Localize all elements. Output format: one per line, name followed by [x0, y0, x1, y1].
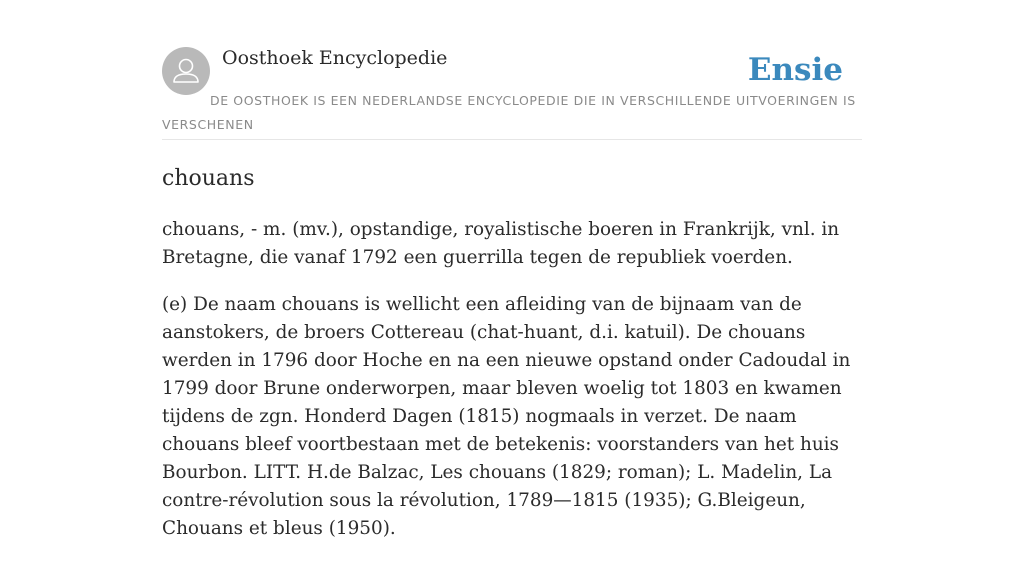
entry-content [162, 216, 862, 562]
brand-logo[interactable]: Ensie [747, 52, 843, 88]
user-avatar-icon[interactable] [162, 47, 210, 95]
source-header [162, 46, 862, 140]
entry-paragraph: chouans, - m. (mv.), opstandige, royalistische boeren in Frankrijk, vnl. in Bretagne, die vanaf 1792 een guerrilla tegen de republiek voerden. [162, 219, 840, 268]
entry-paragraph: (e) De naam chouans is wellicht een afleiding van de bijnaam van de aanstokers, de broers Cottereau (chat-huant, d.i. katuil). De chouans werden in 1796 door Hoche en na een nieuwe opstand onder Cadoudal in 1799 door Brune onderworpen, maar bleven woelig tot 1803 en kwamen tijdens de zgn. Honderd Dagen (1815) nogmaals in verzet. De naam chouans bleef voortbestaan met de betekenis: voorstanders van het huis Bourbon. LITT. H.de Balzac, Les chouans (1829; roman); L. Madelin, La contre-révolution sous la révolution, 1789—1815 (1935); G.Bleigeun, Chouans et bleus (1950). [162, 294, 851, 539]
source-title[interactable]: Oosthoek Encyclopedie [222, 47, 448, 69]
entry-title: chouans [162, 166, 255, 191]
source-description: DE OOSTHOEK IS EEN NEDERLANDSE ENCYCLOPEDIE DIE IN VERSCHILLENDE UITVOERINGEN IS VERSCHENEN [162, 93, 856, 132]
